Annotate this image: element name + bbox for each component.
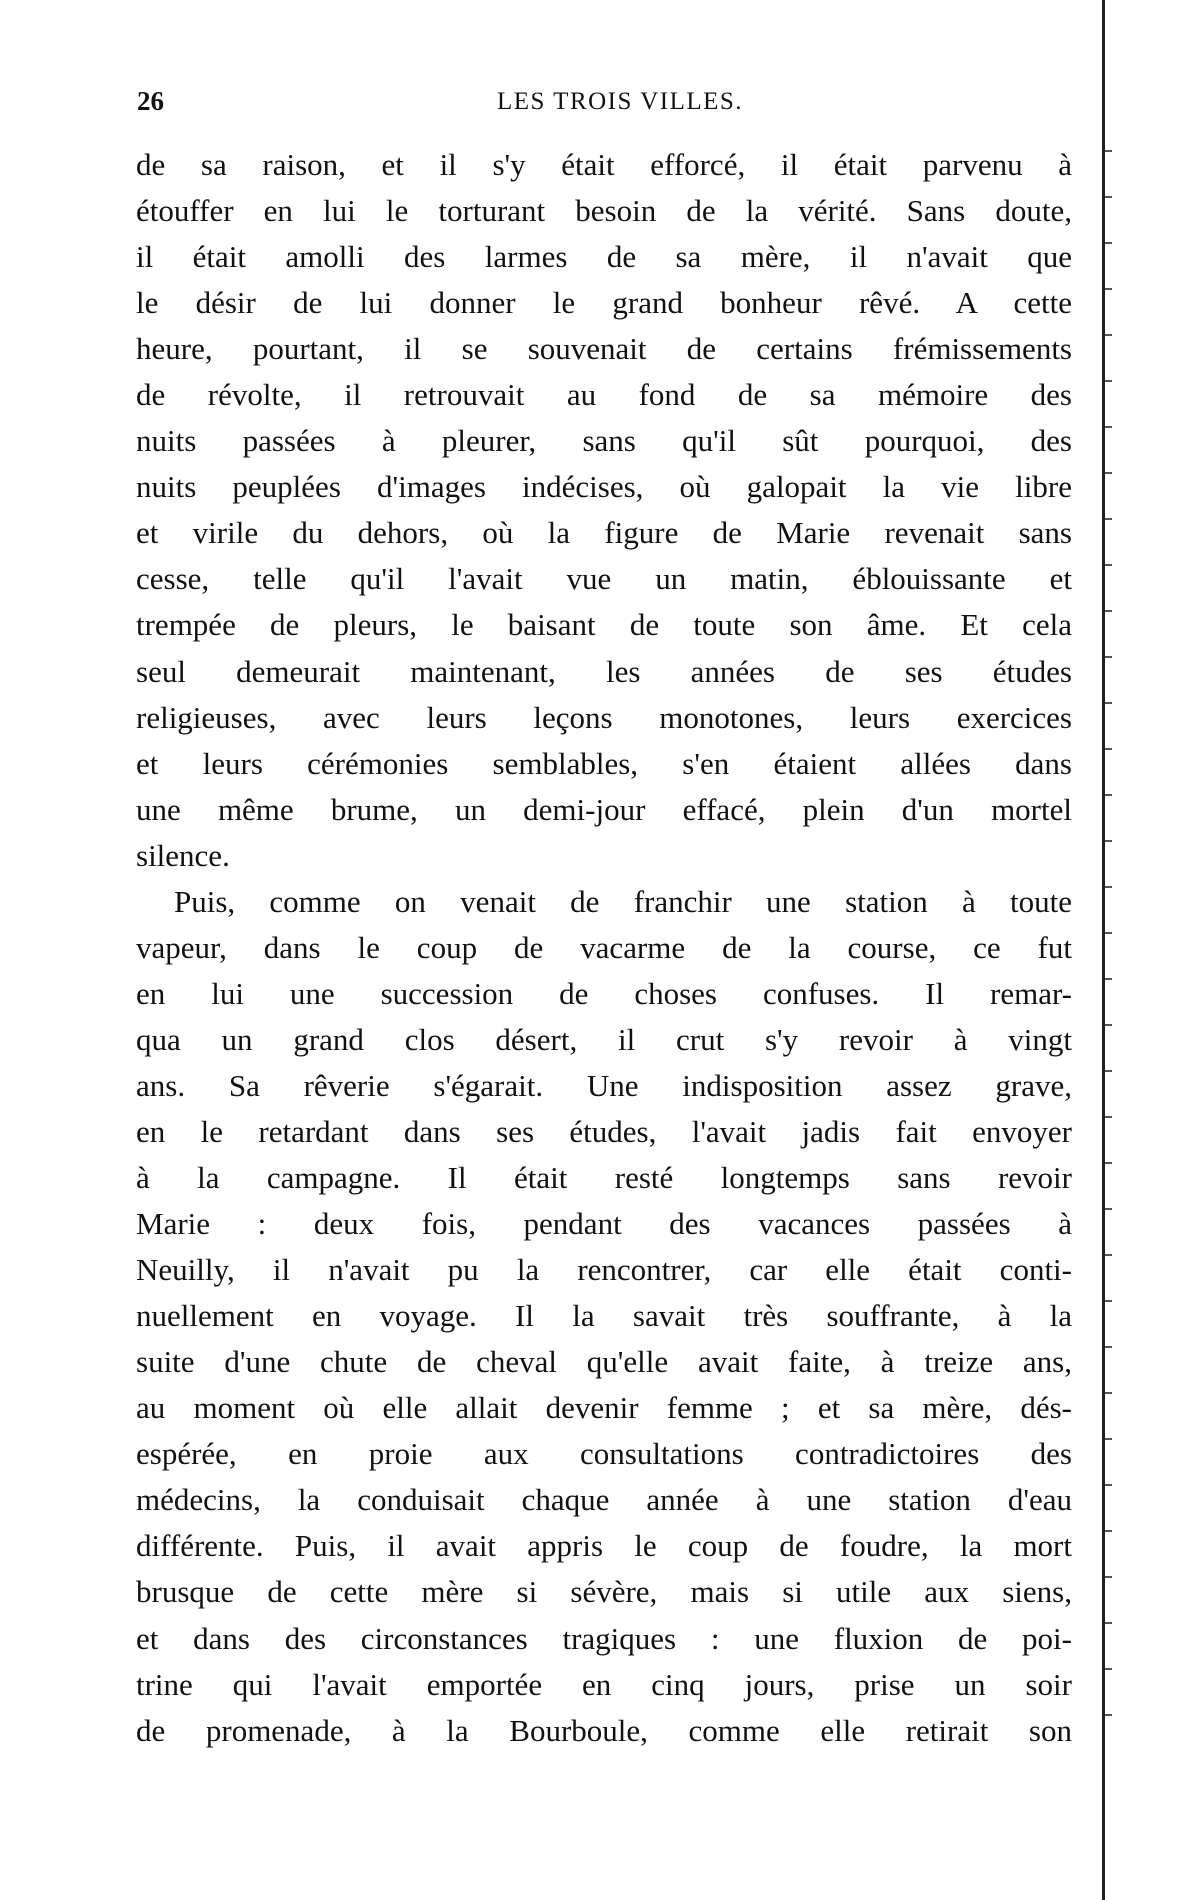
edge-tick <box>1105 150 1112 152</box>
edge-tick <box>1105 886 1112 888</box>
text-line: religieuses, avec leurs leçons monotones, leurs exercices <box>136 699 1072 735</box>
edge-tick <box>1105 1530 1112 1532</box>
running-title: LES TROIS VILLES. <box>496 88 744 115</box>
text-line: qua un grand clos désert, il crut s'y revoir à vingt <box>136 1021 1072 1057</box>
text-line: et leurs cérémonies semblables, s'en étaient allées dans <box>136 745 1072 781</box>
text-line: silence. <box>136 837 230 873</box>
edge-tick <box>1105 1576 1112 1578</box>
text-line: nuits passées à pleurer, sans qu'il sût pourquoi, des <box>136 423 1072 459</box>
text-line: de sa raison, et il s'y était efforcé, il était parvenu à <box>136 147 1072 182</box>
page-number: 26 <box>137 86 164 116</box>
edge-tick <box>1105 288 1112 290</box>
text-line: différente. Puis, il avait appris le coup de foudre, la mort <box>136 1528 1072 1564</box>
edge-tick <box>1105 1668 1112 1670</box>
text-line: au moment où elle allait devenir femme ; et sa mère, dés- <box>136 1390 1072 1426</box>
text-line: nuellement en voyage. Il la savait très souffrante, à la <box>136 1298 1072 1334</box>
page-edge-rule <box>1102 0 1105 1900</box>
edge-tick <box>1105 610 1112 612</box>
text-line: heure, pourtant, il se souvenait de certains frémissements <box>136 331 1072 367</box>
text-line: et dans des circonstances tragiques : une fluxion de poi- <box>136 1620 1072 1656</box>
edge-tick <box>1105 426 1112 428</box>
text-line: Puis, comme on venait de franchir une station à toute <box>174 883 1072 919</box>
edge-tick <box>1105 1714 1112 1716</box>
text-line: en lui une succession de choses confuses. Il remar- <box>136 975 1072 1011</box>
text-line: de promenade, à la Bourboule, comme elle retirait son <box>136 1712 1072 1748</box>
text-line: espérée, en proie aux consultations contradictoires des <box>136 1436 1072 1472</box>
text-line: trempée de pleurs, le baisant de toute son âme. Et cela <box>136 607 1072 643</box>
text-line: ans. Sa rêverie s'égarait. Une indisposition assez grave, <box>136 1067 1072 1103</box>
edge-tick <box>1105 1438 1112 1440</box>
text-line: brusque de cette mère si sévère, mais si utile aux siens, <box>136 1574 1072 1610</box>
text-line: suite d'une chute de cheval qu'elle avait faite, à treize ans, <box>136 1344 1072 1380</box>
edge-tick <box>1105 1254 1112 1256</box>
edge-tick <box>1105 702 1112 704</box>
edge-tick <box>1105 1162 1112 1164</box>
edge-tick <box>1105 1622 1112 1624</box>
edge-tick <box>1105 840 1112 842</box>
edge-tick <box>1105 472 1112 474</box>
edge-tick <box>1105 1070 1112 1072</box>
text-line: Marie : deux fois, pendant des vacances passées à <box>136 1206 1072 1242</box>
text-line: en le retardant dans ses études, l'avait jadis fait envoyer <box>136 1113 1072 1149</box>
edge-tick <box>1105 1300 1112 1302</box>
edge-tick <box>1105 564 1112 566</box>
edge-tick <box>1105 656 1112 658</box>
text-line: de révolte, il retrouvait au fond de sa mémoire des <box>136 377 1072 413</box>
text-line: seul demeurait maintenant, les années de ses études <box>136 653 1072 689</box>
text-line: cesse, telle qu'il l'avait vue un matin, éblouissante et <box>136 561 1072 597</box>
text-line: trine qui l'avait emportée en cinq jours, prise un soir <box>136 1666 1072 1702</box>
edge-tick <box>1105 932 1112 934</box>
text-line: il était amolli des larmes de sa mère, il n'avait que <box>136 239 1072 275</box>
edge-tick <box>1105 1208 1112 1210</box>
text-line: nuits peuplées d'images indécises, où galopait la vie libre <box>136 469 1072 505</box>
body-text <box>136 142 1072 1754</box>
edge-tick <box>1105 794 1112 796</box>
edge-tick <box>1105 978 1112 980</box>
text-line: vapeur, dans le coup de vacarme de la course, ce fut <box>136 929 1072 965</box>
edge-tick <box>1105 1116 1112 1118</box>
edge-tick <box>1105 1392 1112 1394</box>
text-line: le désir de lui donner le grand bonheur rêvé. A cette <box>136 285 1072 321</box>
text-line: étouffer en lui le torturant besoin de la vérité. Sans doute, <box>136 193 1072 229</box>
edge-tick <box>1105 196 1112 198</box>
text-line: médecins, la conduisait chaque année à une station d'eau <box>136 1482 1072 1518</box>
edge-tick <box>1105 748 1112 750</box>
edge-tick <box>1105 1024 1112 1026</box>
edge-tick <box>1105 380 1112 382</box>
edge-tick <box>1105 242 1112 244</box>
edge-tick <box>1105 518 1112 520</box>
text-line: et virile du dehors, où la figure de Marie revenait sans <box>136 515 1072 551</box>
text-line: à la campagne. Il était resté longtemps sans revoir <box>136 1160 1072 1196</box>
edge-tick <box>1105 1484 1112 1486</box>
edge-tick <box>1105 1346 1112 1348</box>
text-line: Neuilly, il n'avait pu la rencontrer, car elle était conti- <box>136 1252 1072 1288</box>
edge-tick <box>1105 334 1112 336</box>
text-line: une même brume, un demi-jour effacé, plein d'un mortel <box>136 791 1072 827</box>
